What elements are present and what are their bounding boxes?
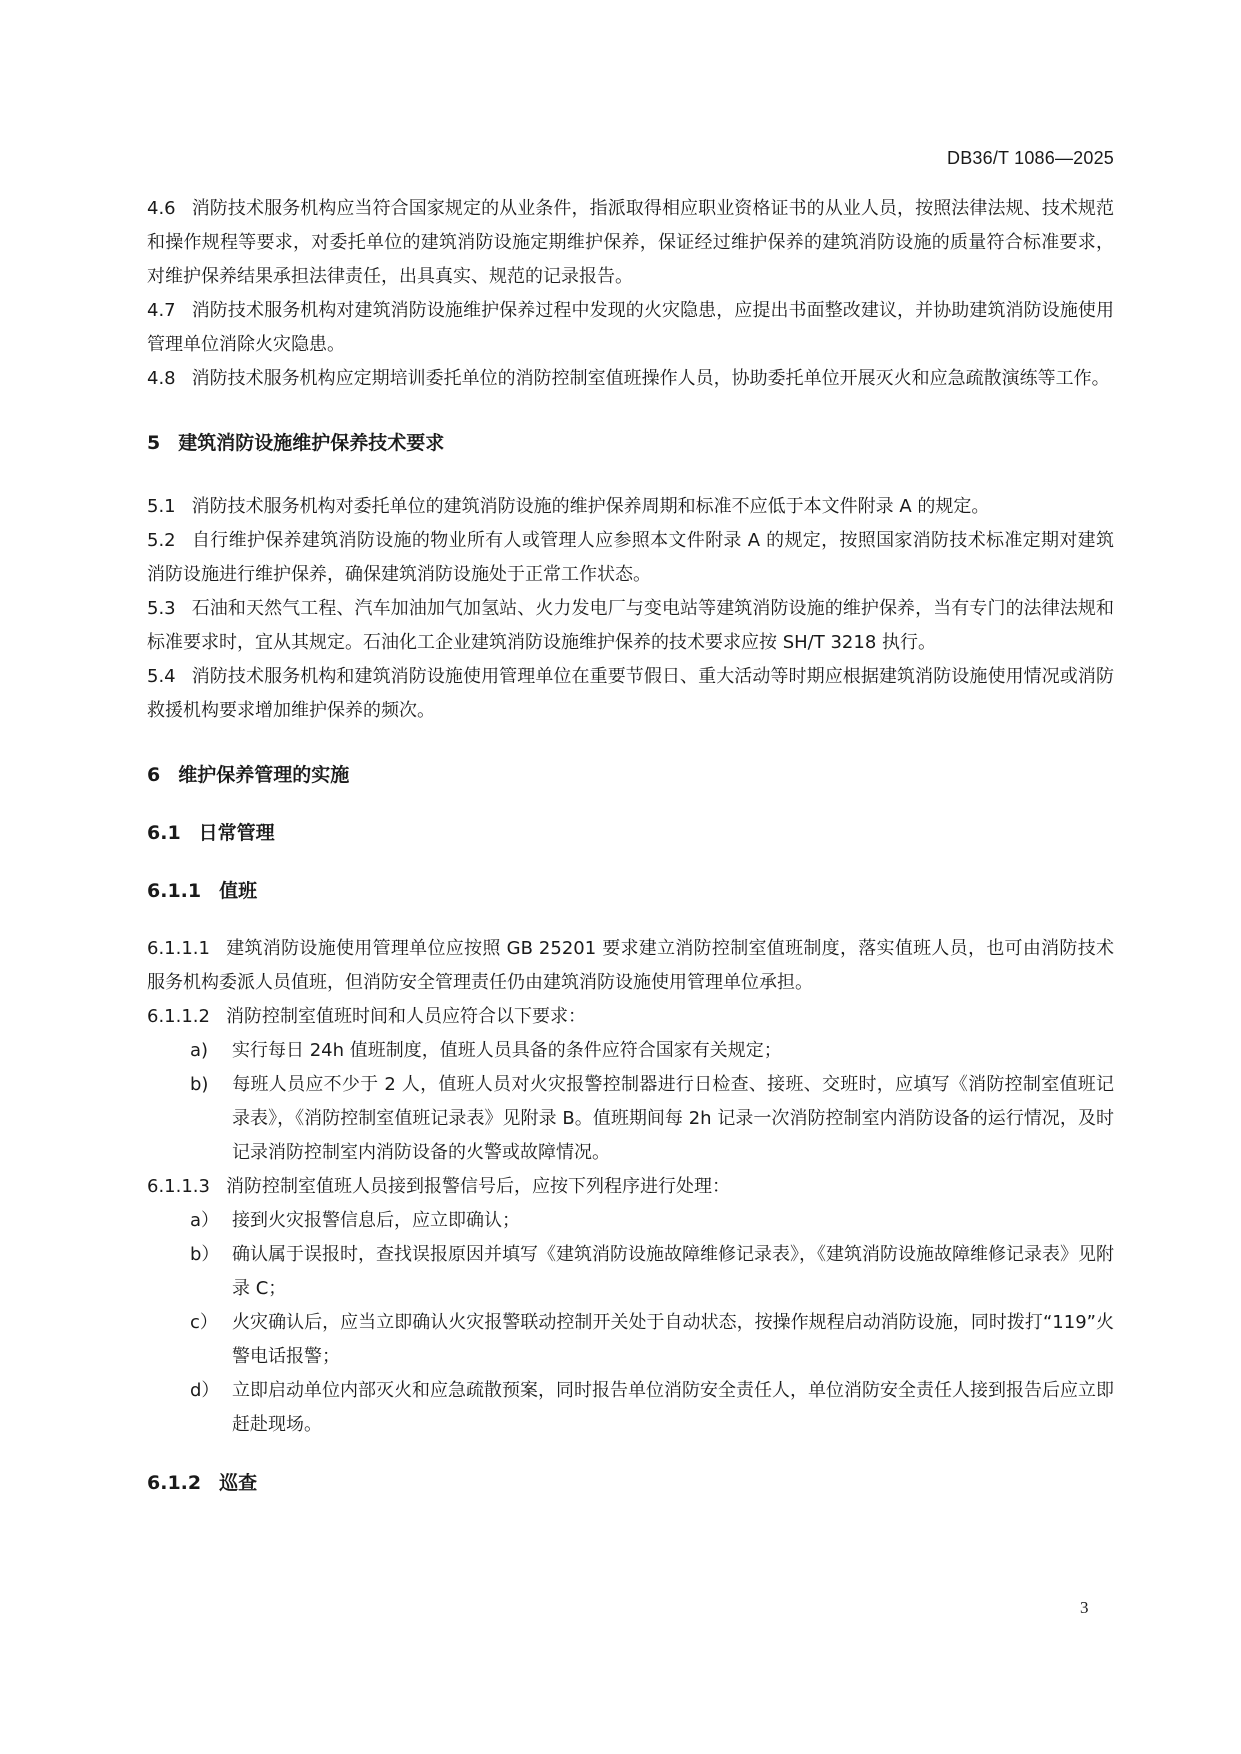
list-item xyxy=(147,1034,1114,1068)
section-title: 日常管理 xyxy=(198,822,275,844)
page-number: 3 xyxy=(1080,1598,1089,1617)
clause-text: 自行维护保养建筑消防设施的物业所有人或管理人应参照本文件附录 A 的规定，按照国家消防技术标准定期对建筑消防设施进行维护保养，确保建筑消防设施处于正常工作状态。 xyxy=(147,530,1114,585)
section-title: 巡查 xyxy=(219,1472,258,1494)
clause-number: 5.3 xyxy=(147,598,176,619)
section-6-1-heading xyxy=(147,816,1114,850)
section-number: 6.1.2 xyxy=(147,1472,202,1494)
clause-number: 6.1.1.1 xyxy=(147,938,210,959)
clause-number: 4.6 xyxy=(147,198,176,219)
list-item-label: b） xyxy=(190,1244,220,1265)
clause-5-3 xyxy=(147,592,1114,660)
clause-number: 5.1 xyxy=(147,496,176,517)
list-item-label: a） xyxy=(190,1210,220,1231)
clause-4-6 xyxy=(147,192,1114,294)
list-item xyxy=(147,1306,1114,1374)
clause-5-1 xyxy=(147,490,1114,524)
list-item-label: d） xyxy=(190,1380,220,1401)
page-body xyxy=(147,192,1114,1500)
list-item-label: b) xyxy=(190,1074,209,1095)
section-6-1-1-heading xyxy=(147,874,1114,908)
clause-4-8 xyxy=(147,362,1114,396)
list-item-text: 确认属于误报时，查找误报原因并填写《建筑消防设施故障维修记录表》，《建筑消防设施故障维修记录表》见附录 C； xyxy=(232,1244,1114,1299)
clause-5-4 xyxy=(147,660,1114,728)
list-item xyxy=(147,1238,1114,1306)
section-6-1-2-heading xyxy=(147,1466,1114,1500)
clause-text: 消防技术服务机构对委托单位的建筑消防设施的维护保养周期和标准不应低于本文件附录 A 的规定。 xyxy=(191,496,990,517)
clause-text: 消防技术服务机构应定期培训委托单位的消防控制室值班操作人员，协助委托单位开展灭火和应急疏散演练等工作。 xyxy=(191,368,1110,389)
clause-number: 6.1.1.2 xyxy=(147,1006,210,1027)
list-item xyxy=(147,1204,1114,1238)
section-title: 建筑消防设施维护保养技术要求 xyxy=(178,432,445,454)
clause-number: 5.4 xyxy=(147,666,176,687)
clause-4-7 xyxy=(147,294,1114,362)
clause-6-1-1-2 xyxy=(147,1000,1114,1034)
list-item-text: 火灾确认后，应当立即确认火灾报警联动控制开关处于自动状态，按操作规程启动消防设施，同时拨打“119”火警电话报警； xyxy=(232,1312,1114,1367)
clause-text: 石油和天然气工程、汽车加油加气加氢站、火力发电厂与变电站等建筑消防设施的维护保养，当有专门的法律法规和标准要求时，宜从其规定。石油化工企业建筑消防设施维护保养的技术要求应按 SH/T 3218 执行。 xyxy=(147,598,1114,653)
clause-text: 建筑消防设施使用管理单位应按照 GB 25201 要求建立消防控制室值班制度，落实值班人员，也可由消防技术服务机构委派人员值班，但消防安全管理责任仍由建筑消防设施使用管理单位承担。 xyxy=(147,938,1114,993)
section-number: 6.1.1 xyxy=(147,880,202,902)
clause-5-2 xyxy=(147,524,1114,592)
list-item xyxy=(147,1068,1114,1170)
section-number: 6 xyxy=(147,764,161,786)
clause-number: 4.8 xyxy=(147,368,176,389)
section-5-heading xyxy=(147,426,1114,460)
clause-6-1-1-1 xyxy=(147,932,1114,1000)
document-code: DB36/T 1086—2025 xyxy=(947,148,1114,168)
clause-6-1-1-3 xyxy=(147,1170,1114,1204)
section-title: 维护保养管理的实施 xyxy=(178,764,350,786)
clause-number: 5.2 xyxy=(147,530,176,551)
clause-text: 消防控制室值班时间和人员应符合以下要求： xyxy=(225,1006,586,1027)
list-item-text: 立即启动单位内部灭火和应急疏散预案，同时报告单位消防安全责任人，单位消防安全责任人接到报告后应立即赶赴现场。 xyxy=(232,1380,1114,1435)
list-item-label: a) xyxy=(190,1040,209,1061)
list-item-text: 接到火灾报警信息后，应立即确认； xyxy=(232,1210,520,1231)
clause-text: 消防技术服务机构对建筑消防设施维护保养过程中发现的火灾隐患，应提出书面整改建议，并协助建筑消防设施使用管理单位消除火灾隐患。 xyxy=(147,300,1114,355)
clause-number: 4.7 xyxy=(147,300,176,321)
section-6-heading xyxy=(147,758,1114,792)
clause-number: 6.1.1.3 xyxy=(147,1176,210,1197)
list-item xyxy=(147,1374,1114,1442)
list-item-text: 实行每日 24h 值班制度，值班人员具备的条件应符合国家有关规定； xyxy=(232,1040,782,1061)
clause-text: 消防控制室值班人员接到报警信号后，应按下列程序进行处理： xyxy=(225,1176,730,1197)
section-title: 值班 xyxy=(219,880,258,902)
section-number: 5 xyxy=(147,432,161,454)
clause-text: 消防技术服务机构和建筑消防设施使用管理单位在重要节假日、重大活动等时期应根据建筑消防设施使用情况或消防救援机构要求增加维护保养的频次。 xyxy=(147,666,1114,721)
section-number: 6.1 xyxy=(147,822,181,844)
list-item-text: 每班人员应不少于 2 人，值班人员对火灾报警控制器进行日检查、接班、交班时，应填写《消防控制室值班记录表》，《消防控制室值班记录表》见附录 B。值班期间每 2h 记录一次消防控制室内消防设备的运行情况，及时记录消防控制室内消防设备的火警或故障情况。 xyxy=(232,1074,1114,1163)
clause-text: 消防技术服务机构应当符合国家规定的从业条件，指派取得相应职业资格证书的从业人员，按照法律法规、技术规范和操作规程等要求，对委托单位的建筑消防设施定期维护保养，保证经过维护保养的建筑消防设施的质量符合标准要求，对维护保养结果承担法律责任，出具真实、规范的记录报告。 xyxy=(147,198,1114,287)
list-item-label: c） xyxy=(190,1312,218,1333)
